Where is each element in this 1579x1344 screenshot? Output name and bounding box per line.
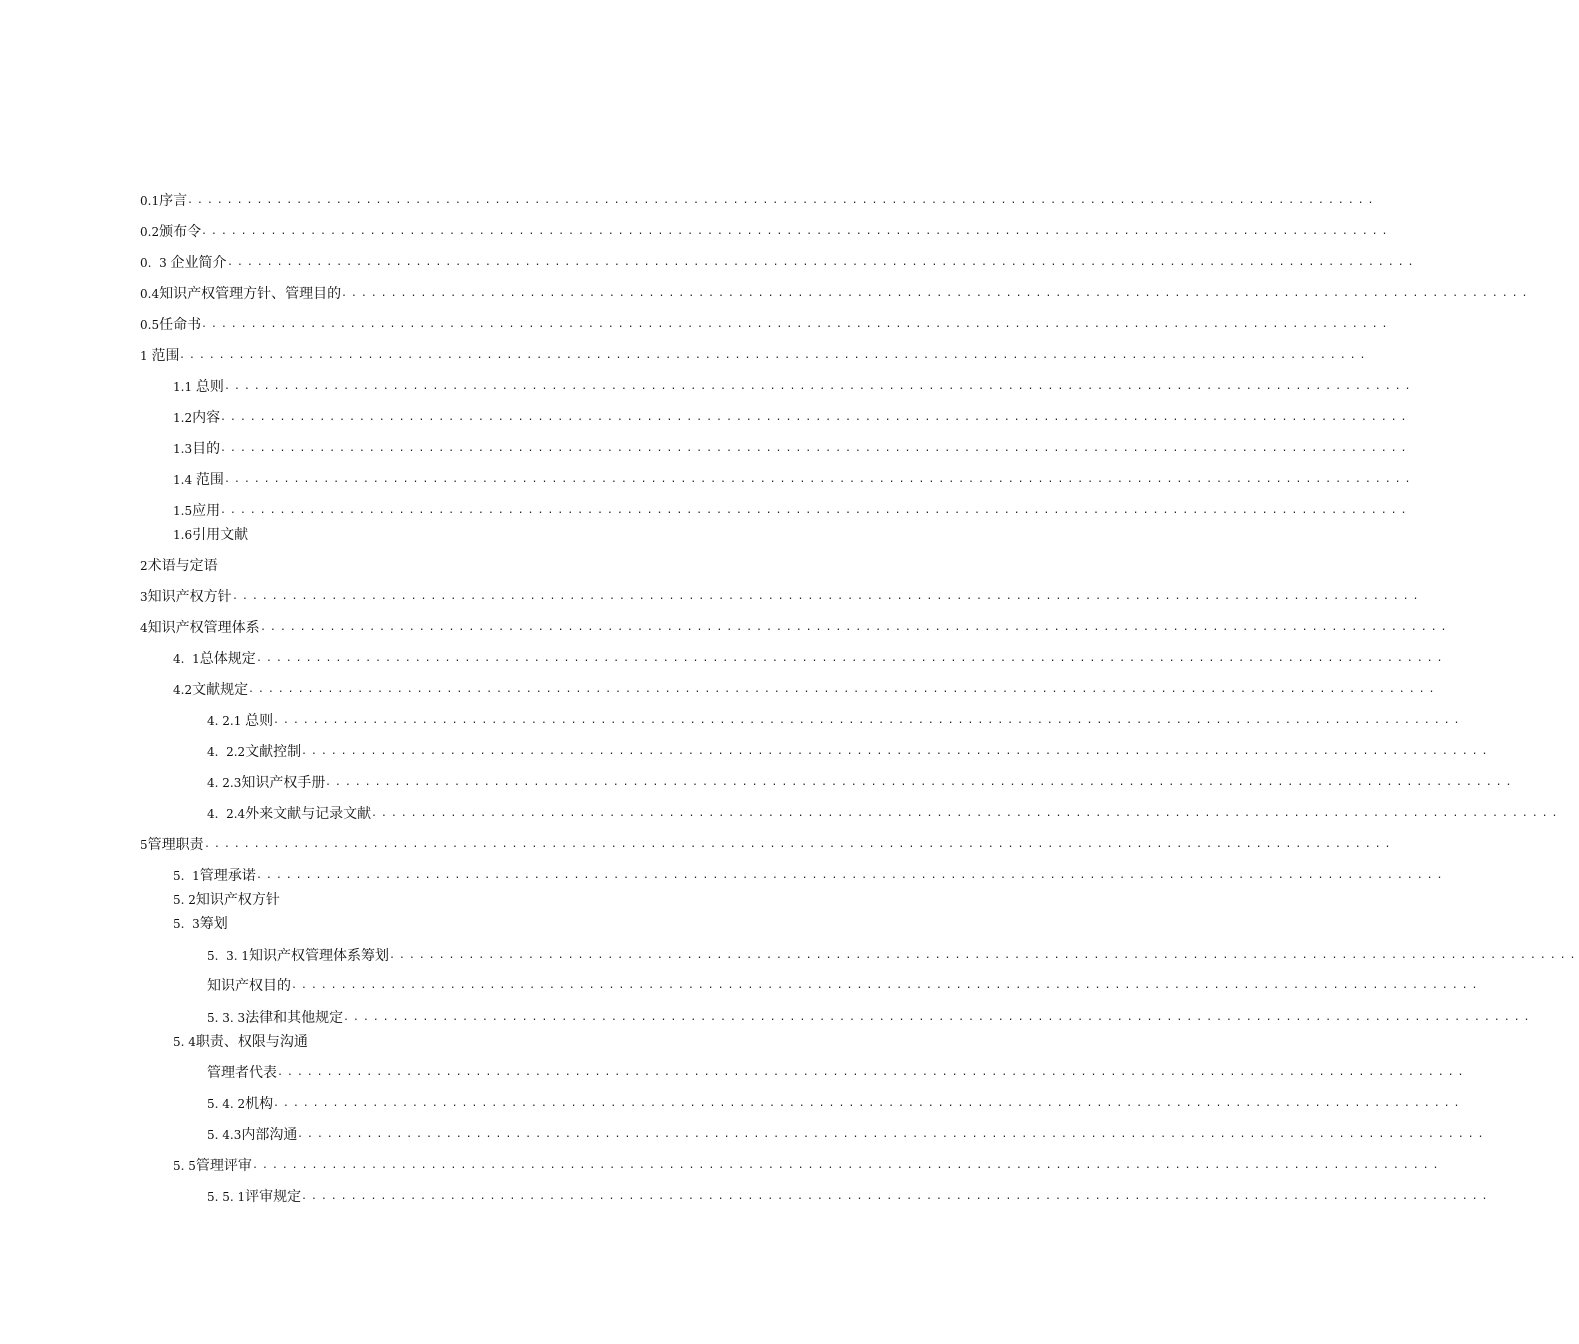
dot-leader: ........................................................................................................................ <box>341 288 1532 299</box>
toc-entry-number: 4. 2.3 <box>207 776 242 790</box>
dot-leader: ........................................................................................................................ <box>291 980 1482 991</box>
toc-entry[interactable] <box>0 1155 1443 1177</box>
dot-leader: ........................................................................................................................ <box>277 1067 1468 1078</box>
dot-leader: ........................................................................................................................ <box>179 350 1370 361</box>
toc-entry[interactable] <box>0 345 1370 367</box>
toc-entry[interactable] <box>0 407 1411 429</box>
toc-entry[interactable] <box>0 376 1415 398</box>
toc-entry[interactable] <box>0 438 1411 460</box>
toc-entry-number: 4. 2.1 <box>207 714 246 728</box>
toc-entry-title: 引用文献 <box>192 527 249 543</box>
toc-entry-number: 5. 5. 1 <box>207 1190 246 1204</box>
toc-entry-title: 内部沟通 <box>241 1127 298 1143</box>
toc-entry[interactable] <box>0 803 1562 825</box>
toc-entry[interactable] <box>0 772 1516 794</box>
toc-entry-number: 2 <box>140 559 148 573</box>
dot-leader: ........................................................................................................................ <box>224 474 1415 485</box>
dot-leader: ........................................................................................................................ <box>224 381 1415 392</box>
toc-entry-title: 应用 <box>192 503 221 519</box>
toc-entry-title: 序言 <box>159 193 188 209</box>
dot-leader: ........................................................................................................................ <box>252 1160 1443 1171</box>
toc-entry-title: 管理职责 <box>147 837 204 853</box>
toc-entry[interactable] <box>0 741 1492 763</box>
toc-entry-number: 1.4 <box>173 473 196 487</box>
toc-entry-number: 0. 3 <box>140 256 171 270</box>
toc-entry[interactable] <box>0 500 1411 522</box>
toc-entry[interactable] <box>0 1124 1488 1146</box>
dot-leader: ........................................................................................................................ <box>227 257 1418 268</box>
toc-entry-title: 外来文献与记录文献 <box>245 806 372 822</box>
toc-entry[interactable] <box>0 889 280 911</box>
toc-entry-number: 5. 2 <box>173 893 196 907</box>
dot-leader: ........................................................................................................................ <box>260 622 1451 633</box>
toc-entry-number: 1.3 <box>173 442 193 456</box>
toc-entry[interactable] <box>0 1031 308 1053</box>
toc-entry-title: 任命书 <box>159 317 202 333</box>
toc-entry-title: 筹划 <box>199 916 228 932</box>
dot-leader: ........................................................................................................................ <box>273 1098 1464 1109</box>
toc-entry-title: 知识产权目的 <box>207 978 291 994</box>
toc-entry-number: 5. 5 <box>173 1159 196 1173</box>
dot-leader: ........................................................................................................................ <box>297 1129 1488 1140</box>
toc-entry[interactable] <box>0 1062 1468 1084</box>
toc-entry-title: 目的 <box>192 441 221 457</box>
toc-entry-number: 4.2 <box>173 683 193 697</box>
dot-leader: ........................................................................................................................ <box>248 684 1439 695</box>
toc-entry-title: 管理承诺 <box>199 868 256 884</box>
dot-leader: ........................................................................................................................ <box>220 443 1411 454</box>
toc-entry-number: 1 <box>140 349 152 363</box>
toc-entry-title: 知识产权管理体系 <box>147 620 260 636</box>
toc-entry-title: 知识产权管理体系筹划 <box>248 948 389 964</box>
toc-entry[interactable] <box>0 221 1392 243</box>
toc-entry-number: 5. 3. 1 <box>207 949 249 963</box>
dot-leader: ........................................................................................................................ <box>201 226 1392 237</box>
toc-entry[interactable] <box>0 524 248 546</box>
toc-entry-title: 管理者代表 <box>207 1065 277 1081</box>
dot-leader: ........................................................................................................................ <box>201 319 1392 330</box>
toc-entry[interactable] <box>0 586 1423 608</box>
toc-entry-title: 评审规定 <box>245 1189 302 1205</box>
dot-leader: ........................................................................................................................ <box>343 1012 1534 1023</box>
toc-entry-number: 5. 3. 3 <box>207 1011 246 1025</box>
toc-entry-number: 0.2 <box>140 225 160 239</box>
toc-entry-number: 5. 3 <box>173 917 200 931</box>
toc-entry-title: 范围 <box>195 472 224 488</box>
dot-leader: ........................................................................................................................ <box>301 746 1492 757</box>
toc-entry-number: 4. 1 <box>173 652 200 666</box>
toc-entry-number: 5. 4. 2 <box>207 1097 246 1111</box>
toc-entry[interactable] <box>0 555 218 577</box>
toc-entry-number: 0.4 <box>140 287 160 301</box>
toc-entry-number: 5. 4.3 <box>207 1128 242 1142</box>
toc-entry-number: 4 <box>140 621 148 635</box>
toc-entry[interactable] <box>0 945 1579 967</box>
toc-entry[interactable] <box>0 283 1532 305</box>
dot-leader: ........................................................................................................................ <box>325 777 1516 788</box>
toc-entry-title: 知识产权管理方针、管理目的 <box>159 286 342 302</box>
toc-entry[interactable] <box>0 913 228 935</box>
dot-leader: ........................................................................................................................ <box>220 505 1411 516</box>
toc-entry[interactable] <box>0 710 1464 732</box>
toc-entry[interactable] <box>0 469 1415 491</box>
toc-entry-number: 4. 2.4 <box>207 807 246 821</box>
toc-entry-title: 术语与定语 <box>147 558 218 574</box>
toc-entry-title: 机构 <box>245 1096 274 1112</box>
toc-entry-title: 法律和其他规定 <box>245 1010 344 1026</box>
toc-entry-title: 知识产权手册 <box>241 775 326 791</box>
toc-entry-number: 5. 4 <box>173 1035 196 1049</box>
dot-leader: ........................................................................................................................ <box>204 839 1395 850</box>
toc-entry[interactable] <box>0 975 1482 997</box>
toc-entry[interactable] <box>0 1186 1492 1208</box>
toc-entry[interactable] <box>0 834 1395 856</box>
toc-entry-title: 范围 <box>151 348 180 364</box>
toc-entry-number: 1.2 <box>173 411 193 425</box>
toc-entry[interactable] <box>0 865 1447 887</box>
toc-entry[interactable] <box>0 648 1447 670</box>
toc-entry-number: 1.1 <box>173 380 196 394</box>
toc-entry-title: 企业简介 <box>170 255 227 271</box>
toc-entry-title: 总则 <box>245 713 274 729</box>
dot-leader: ........................................................................................................................ <box>389 950 1579 961</box>
dot-leader: ........................................................................................................................ <box>371 808 1562 819</box>
dot-leader: ........................................................................................................................ <box>256 870 1447 881</box>
toc-entry[interactable] <box>0 1007 1534 1029</box>
toc-entry-title: 职责、权限与沟通 <box>195 1034 308 1050</box>
toc-entry-number: 5. 1 <box>173 869 200 883</box>
toc-entry-title: 知识产权方针 <box>195 892 280 908</box>
toc-entry-title: 知识产权方针 <box>147 589 232 605</box>
dot-leader: ........................................................................................................................ <box>256 653 1447 664</box>
toc-entry-title: 文献规定 <box>192 682 249 698</box>
toc-entry-title: 总体规定 <box>199 651 256 667</box>
toc-entry-number: 3 <box>140 590 148 604</box>
toc-entry-title: 颁布令 <box>159 224 202 240</box>
dot-leader: ........................................................................................................................ <box>301 1191 1492 1202</box>
toc-entry-title: 总则 <box>195 379 224 395</box>
dot-leader: ........................................................................................................................ <box>232 591 1423 602</box>
toc-entry[interactable] <box>0 679 1439 701</box>
toc-entry-number: 5 <box>140 838 148 852</box>
toc-entry-number: 4. 2.2 <box>207 745 246 759</box>
toc-entry[interactable] <box>0 190 1378 212</box>
toc-entry[interactable] <box>0 617 1451 639</box>
toc-entry[interactable] <box>0 314 1392 336</box>
toc-entry-number: 0.1 <box>140 194 160 208</box>
dot-leader: ........................................................................................................................ <box>273 715 1464 726</box>
toc-entry-number: 1.6 <box>173 528 193 542</box>
toc-entry-title: 内容 <box>192 410 221 426</box>
toc-entry-number: 1.5 <box>173 504 193 518</box>
toc-entry-number: 0.5 <box>140 318 160 332</box>
toc-entry[interactable] <box>0 1093 1464 1115</box>
dot-leader: ........................................................................................................................ <box>187 195 1378 206</box>
toc-entry-title: 文献控制 <box>245 744 302 760</box>
toc-entry[interactable] <box>0 252 1418 274</box>
dot-leader: ........................................................................................................................ <box>220 412 1411 423</box>
toc-entry-title: 管理评审 <box>195 1158 252 1174</box>
